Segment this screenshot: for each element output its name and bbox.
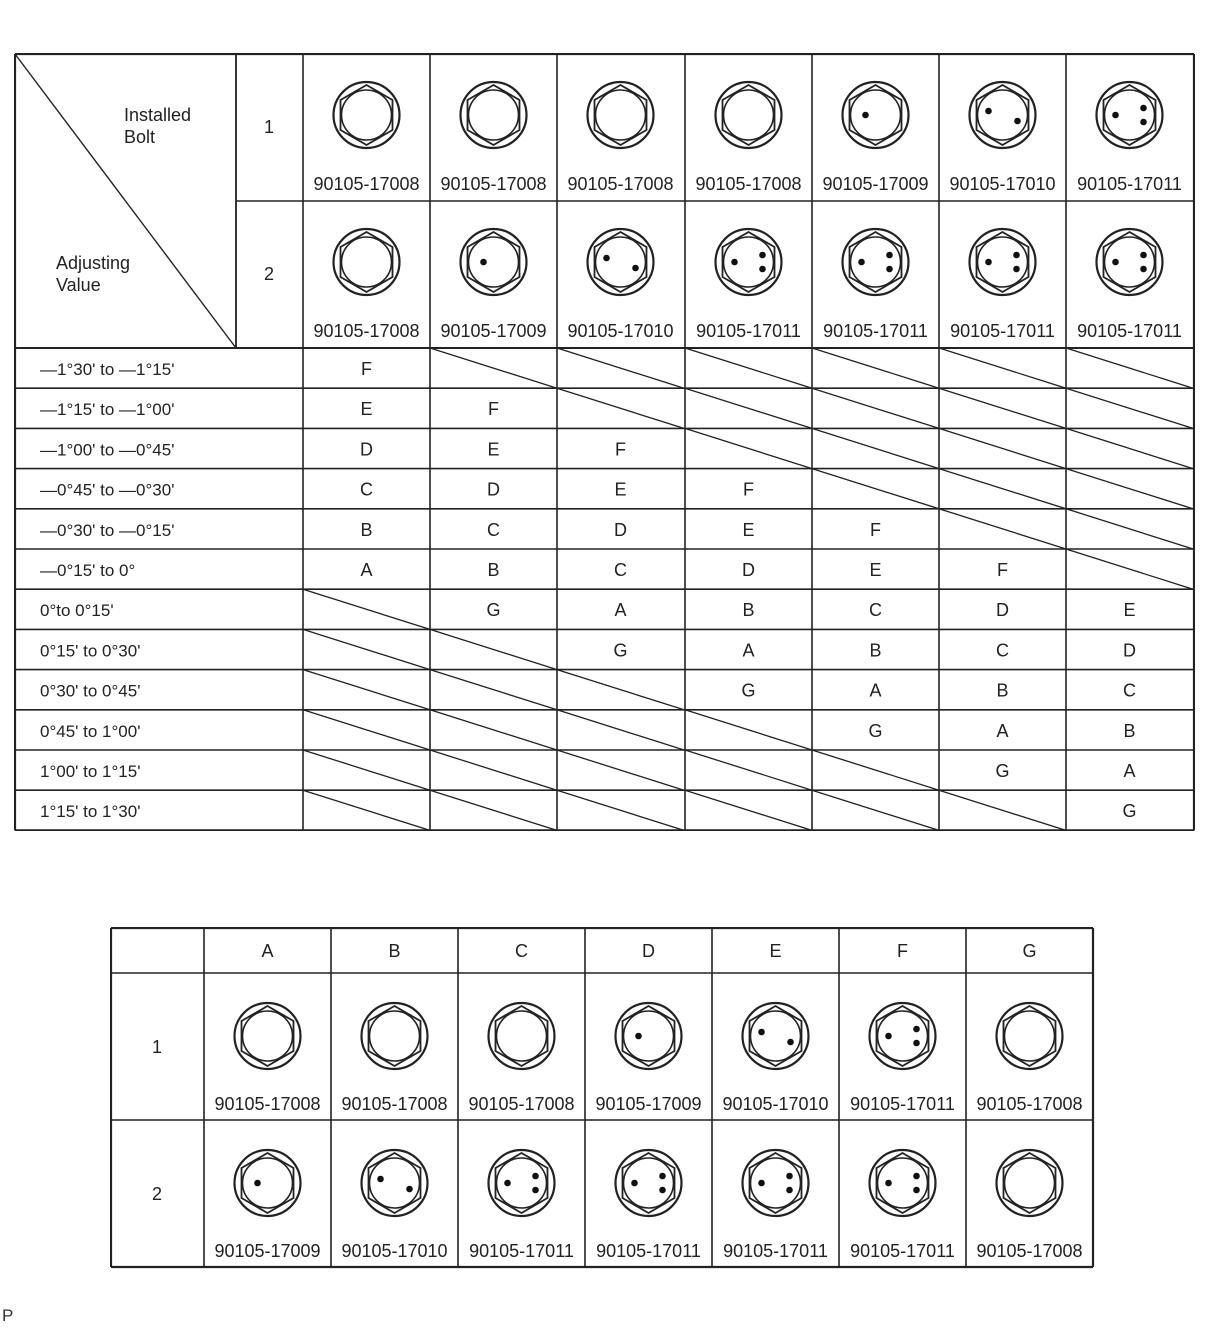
shim-letter: D (360, 439, 373, 460)
legend-part-number: 90105-17011 (850, 1241, 955, 1261)
shim-letter: F (615, 439, 626, 460)
legend-part-number: 90105-17008 (214, 1094, 321, 1114)
shim-letter: F (870, 519, 881, 540)
not-applicable-slash (557, 790, 684, 830)
bolt-head-icon (1097, 82, 1163, 148)
bolt-mark-dot (786, 1173, 793, 1180)
corner-label-installed: Installed (124, 105, 192, 125)
not-applicable-slash (812, 469, 939, 509)
bolt-selection-table (14, 53, 1195, 831)
bolt-hexagon (1004, 1153, 1056, 1213)
bolt-part-number: 90105-17010 (567, 321, 674, 341)
bolt-hexagon (1104, 232, 1156, 292)
bolt-head-icon (843, 82, 909, 148)
bolt-outer-circle (843, 229, 909, 295)
bolt-mark-dot (632, 265, 639, 272)
legend-part-number: 90105-17010 (341, 1241, 448, 1261)
bolt-outer-circle (716, 229, 782, 295)
shim-letter: E (487, 439, 500, 460)
bolt-head-icon (235, 1150, 301, 1216)
bolt-part-number: 90105-17008 (695, 174, 802, 194)
bolt-mark-dot (1013, 266, 1020, 273)
bolt-mark-dot (254, 1180, 261, 1187)
bolt-outer-circle (362, 1003, 428, 1069)
legend-part-number: 90105-17011 (596, 1241, 701, 1261)
bolt-inner-circle (342, 237, 392, 287)
shim-letter: A (1123, 761, 1136, 781)
not-applicable-slash (939, 348, 1066, 388)
bolt-inner-circle (851, 237, 901, 287)
bolt-hexagon (977, 85, 1029, 145)
bolt-part-number: 90105-17011 (823, 321, 928, 341)
not-applicable-slash (557, 750, 684, 790)
bolt-mark-dot (858, 259, 865, 266)
bolt-mark-dot (1014, 118, 1021, 125)
bolt-mark-dot (659, 1187, 666, 1194)
bolt-hexagon (496, 1006, 548, 1066)
bolt-outer-circle (997, 1003, 1063, 1069)
shim-letter: F (997, 560, 1008, 580)
bolt-inner-circle (878, 1158, 928, 1208)
bolt-head-icon (970, 229, 1036, 295)
adjusting-value-range: 0°15' to 0°30' (40, 641, 141, 661)
legend-row-label: 1 (151, 1037, 163, 1057)
bolt-inner-circle (724, 237, 774, 287)
shim-letter: C (996, 640, 1009, 661)
bolt-inner-circle (724, 90, 774, 140)
shim-letter: C (869, 600, 882, 621)
shim-letter: D (1123, 640, 1136, 661)
bolt-mark-dot (985, 108, 992, 115)
bolt-inner-circle (1005, 1011, 1055, 1061)
bolt-inner-circle (851, 90, 901, 140)
legend-letter: A (261, 941, 274, 961)
bolt-mark-dot (532, 1173, 539, 1180)
not-applicable-slash (430, 790, 557, 830)
not-applicable-slash (303, 710, 430, 750)
bolt-inner-circle (624, 1158, 674, 1208)
shim-letter: F (361, 359, 372, 379)
bolt-mark-dot (885, 1180, 892, 1187)
bolt-mark-dot (985, 259, 992, 266)
legend-part-number: 90105-17009 (214, 1241, 321, 1261)
bolt-outer-circle (1097, 82, 1163, 148)
legend-letter: F (897, 941, 908, 961)
bolt-outer-circle (334, 229, 400, 295)
shim-letter: D (996, 600, 1009, 621)
not-applicable-slash (303, 629, 430, 669)
adjusting-value-range: —1°30' to —1°15' (40, 360, 175, 379)
bolt-hexagon (242, 1006, 294, 1066)
legend-letter: B (388, 941, 401, 961)
bolt-hexagon (1104, 85, 1156, 145)
bolt-head-icon (970, 82, 1036, 148)
not-applicable-slash (1066, 549, 1193, 589)
not-applicable-slash (812, 428, 939, 468)
bolt-mark-dot (532, 1187, 539, 1194)
bolt-outer-circle (362, 1150, 428, 1216)
not-applicable-slash (303, 750, 430, 790)
bolt-hexagon (369, 1153, 421, 1213)
bolt-hexagon (496, 1153, 548, 1213)
bolt-hexagon (595, 232, 647, 292)
bolt-mark-dot (377, 1176, 384, 1183)
legend-part-number: 90105-17008 (976, 1241, 1083, 1261)
not-applicable-slash (685, 710, 812, 750)
bolt-part-number: 90105-17008 (313, 321, 420, 341)
not-applicable-slash (1066, 428, 1193, 468)
bolt-outer-circle (743, 1150, 809, 1216)
bolt-mark-dot (913, 1040, 920, 1047)
bolt-mark-dot (635, 1033, 642, 1040)
shim-letter: G (613, 640, 628, 661)
not-applicable-slash (812, 790, 939, 830)
bolt-mark-dot (1140, 252, 1147, 259)
bolt-hexagon (623, 1153, 675, 1213)
bolt-outer-circle (843, 82, 909, 148)
not-applicable-slash (303, 790, 430, 830)
not-applicable-slash (430, 710, 557, 750)
not-applicable-slash (1066, 509, 1193, 549)
bolt-mark-dot (862, 112, 869, 119)
shim-letter: A (742, 640, 755, 661)
shim-letter: C (614, 560, 627, 580)
bolt-hexagon (850, 85, 902, 145)
bolt-inner-circle (596, 90, 646, 140)
bolt-mark-dot (913, 1026, 920, 1033)
not-applicable-slash (939, 428, 1066, 468)
bolt-head-icon (616, 1150, 682, 1216)
bolt-mark-dot (406, 1186, 413, 1193)
not-applicable-slash (430, 750, 557, 790)
bolt-part-number: 90105-17011 (1077, 321, 1182, 341)
not-applicable-slash (685, 388, 812, 428)
not-applicable-slash (939, 790, 1066, 830)
not-applicable-slash (812, 348, 939, 388)
bolt-hexagon (623, 1006, 675, 1066)
shim-letter: B (996, 680, 1009, 701)
legend-part-number: 90105-17008 (341, 1094, 448, 1114)
not-applicable-slash (1066, 388, 1193, 428)
bolt-outer-circle (461, 229, 527, 295)
bolt-hexagon (877, 1153, 929, 1213)
bolt-mark-dot (786, 1187, 793, 1194)
bolt-head-icon (489, 1003, 555, 1069)
bolt-row-label: 2 (263, 264, 275, 284)
bolt-outer-circle (588, 229, 654, 295)
legend-letter: D (642, 941, 655, 961)
legend-row-label: 2 (151, 1184, 163, 1204)
shim-letter: B (742, 600, 755, 621)
not-applicable-slash (812, 750, 939, 790)
bolt-outer-circle (235, 1150, 301, 1216)
bolt-hexagon (723, 232, 775, 292)
bolt-inner-circle (978, 237, 1028, 287)
bolt-mark-dot (913, 1187, 920, 1194)
shim-letter: G (1122, 801, 1137, 822)
bolt-outer-circle (235, 1003, 301, 1069)
bolt-inner-circle (1005, 1158, 1055, 1208)
not-applicable-slash (1066, 469, 1193, 509)
not-applicable-slash (939, 388, 1066, 428)
bolt-head-icon (870, 1003, 936, 1069)
bolt-inner-circle (751, 1158, 801, 1208)
bolt-part-number: 90105-17008 (567, 174, 674, 194)
not-applicable-slash (430, 629, 557, 669)
bolt-part-number: 90105-17008 (313, 174, 420, 194)
not-applicable-slash (430, 348, 557, 388)
bolt-mark-dot (631, 1180, 638, 1187)
legend-letter: E (769, 941, 782, 961)
adjusting-value-range: —1°15' to —1°00' (40, 400, 175, 420)
shim-letter: G (486, 600, 501, 621)
bolt-outer-circle (489, 1003, 555, 1069)
bolt-inner-circle (624, 1011, 674, 1061)
bolt-head-icon (461, 82, 527, 148)
bolt-mark-dot (1013, 252, 1020, 259)
bolt-mark-dot (758, 1180, 765, 1187)
bolt-part-number: 90105-17009 (440, 321, 547, 341)
not-applicable-slash (557, 388, 684, 428)
bolt-mark-dot (480, 259, 487, 266)
bolt-head-icon (743, 1003, 809, 1069)
legend-part-number: 90105-17011 (469, 1241, 574, 1261)
bolt-mark-dot (659, 1173, 666, 1180)
bolt-head-icon (588, 229, 654, 295)
bolt-inner-circle (878, 1011, 928, 1061)
bolt-row-label: 1 (263, 117, 275, 137)
bolt-inner-circle (469, 237, 519, 287)
legend-part-number: 90105-17008 (976, 1094, 1083, 1114)
adjusting-value-range: —0°15' to 0° (40, 561, 136, 580)
shim-letter: G (741, 680, 756, 701)
bolt-head-icon (334, 229, 400, 295)
adjusting-value-range: 0°to 0°15' (40, 601, 114, 621)
corner-label-value: Value (56, 275, 101, 295)
not-applicable-slash (303, 589, 430, 629)
not-applicable-slash (557, 670, 684, 710)
corner-label-adjusting: Adjusting (56, 253, 131, 273)
bolt-inner-circle (469, 90, 519, 140)
bolt-hexagon (877, 1006, 929, 1066)
bolt-head-icon (743, 1150, 809, 1216)
not-applicable-slash (939, 469, 1066, 509)
bolt-mark-dot (886, 266, 893, 273)
bolt-outer-circle (616, 1150, 682, 1216)
bolt-inner-circle (497, 1011, 547, 1061)
legend-letter: C (515, 941, 528, 961)
bolt-mark-dot (1112, 259, 1119, 266)
not-applicable-slash (685, 348, 812, 388)
bolt-hexagon (341, 232, 393, 292)
footer-code: P (2, 1306, 14, 1325)
bolt-outer-circle (334, 82, 400, 148)
shim-letter: B (1123, 720, 1136, 741)
bolt-mark-dot (1140, 266, 1147, 273)
bolt-mark-dot (758, 1029, 765, 1036)
not-applicable-slash (303, 670, 430, 710)
bolt-part-number: 90105-17010 (949, 174, 1056, 194)
not-applicable-slash (939, 509, 1066, 549)
bolt-mark-dot (787, 1039, 794, 1046)
shim-letter: C (1123, 680, 1136, 701)
bolt-outer-circle (870, 1150, 936, 1216)
bolt-head-icon (489, 1150, 555, 1216)
shim-letter: E (1123, 600, 1136, 621)
bolt-head-icon (461, 229, 527, 295)
bolt-hexagon (595, 85, 647, 145)
shim-letter: G (868, 720, 883, 741)
shim-letter: G (995, 761, 1010, 781)
bolt-inner-circle (497, 1158, 547, 1208)
not-applicable-slash (685, 428, 812, 468)
bolt-mark-dot (1112, 112, 1119, 119)
bolt-mark-dot (913, 1173, 920, 1180)
legend-part-number: 90105-17009 (595, 1094, 702, 1114)
bolt-head-icon (334, 82, 400, 148)
shim-letter: D (487, 479, 500, 500)
bolt-part-number: 90105-17011 (1077, 174, 1182, 194)
shim-letter: B (487, 560, 500, 580)
bolt-inner-circle (1105, 237, 1155, 287)
shim-letter: E (742, 519, 755, 540)
adjusting-value-range: 0°30' to 0°45' (40, 681, 141, 701)
bolt-outer-circle (743, 1003, 809, 1069)
bolt-outer-circle (588, 82, 654, 148)
shim-letter: E (614, 479, 627, 500)
shim-letter: F (743, 479, 754, 500)
bolt-hexagon (850, 232, 902, 292)
bolt-head-icon (716, 82, 782, 148)
not-applicable-slash (685, 790, 812, 830)
bolt-hexagon (242, 1153, 294, 1213)
shim-letter: B (869, 640, 882, 661)
adjusting-value-range: —1°00' to —0°45' (40, 440, 175, 460)
bolt-head-icon (997, 1150, 1063, 1216)
adjusting-value-range: —0°45' to —0°30' (40, 480, 175, 500)
not-applicable-slash (685, 750, 812, 790)
bolt-inner-circle (751, 1011, 801, 1061)
adjusting-value-range: 1°15' to 1°30' (40, 802, 141, 822)
bolt-mark-dot (603, 255, 610, 262)
bolt-head-icon (235, 1003, 301, 1069)
corner-diagonal (15, 54, 236, 348)
bolt-legend-table (110, 927, 1097, 1270)
shim-letter: A (996, 720, 1009, 741)
bolt-hexagon (723, 85, 775, 145)
corner-label-bolt: Bolt (124, 127, 156, 147)
bolt-part-number: 90105-17011 (950, 321, 1055, 341)
shim-letter: B (360, 519, 373, 540)
bolt-inner-circle (1105, 90, 1155, 140)
bolt-mark-dot (759, 252, 766, 259)
legend-part-number: 90105-17011 (850, 1094, 955, 1114)
bolt-head-icon (616, 1003, 682, 1069)
shim-letter: A (614, 600, 627, 621)
bolt-outer-circle (716, 82, 782, 148)
shim-letter: D (742, 560, 755, 580)
bolt-hexagon (750, 1153, 802, 1213)
bolt-inner-circle (243, 1158, 293, 1208)
bolt-hexagon (369, 1006, 421, 1066)
not-applicable-slash (557, 348, 684, 388)
bolt-head-icon (997, 1003, 1063, 1069)
bolt-inner-circle (243, 1011, 293, 1061)
adjusting-value-range: 0°45' to 1°00' (40, 721, 141, 741)
shim-letter: C (487, 519, 500, 540)
bolt-outer-circle (461, 82, 527, 148)
bolt-head-icon (362, 1150, 428, 1216)
adjusting-value-range: —0°30' to —0°15' (40, 520, 175, 540)
bolt-inner-circle (978, 90, 1028, 140)
bolt-outer-circle (970, 229, 1036, 295)
bolt-hexagon (341, 85, 393, 145)
bolt-outer-circle (997, 1150, 1063, 1216)
bolt-head-icon (1097, 229, 1163, 295)
bolt-head-icon (843, 229, 909, 295)
shim-letter: F (488, 399, 499, 420)
bolt-hexagon (750, 1006, 802, 1066)
legend-part-number: 90105-17010 (722, 1094, 829, 1114)
bolt-hexagon (468, 232, 520, 292)
shim-letter: A (360, 560, 373, 580)
bolt-inner-circle (596, 237, 646, 287)
bolt-outer-circle (616, 1003, 682, 1069)
shim-letter: E (360, 399, 373, 420)
bolt-inner-circle (342, 90, 392, 140)
bolt-hexagon (468, 85, 520, 145)
bolt-outer-circle (1097, 229, 1163, 295)
shim-letter: C (360, 479, 373, 500)
bolt-mark-dot (885, 1033, 892, 1040)
bolt-head-icon (870, 1150, 936, 1216)
bolt-head-icon (716, 229, 782, 295)
legend-part-number: 90105-17008 (468, 1094, 575, 1114)
not-applicable-slash (557, 710, 684, 750)
bolt-outer-circle (489, 1150, 555, 1216)
bolt-hexagon (977, 232, 1029, 292)
bolt-part-number: 90105-17011 (696, 321, 801, 341)
shim-letter: E (869, 560, 882, 580)
bolt-outer-circle (870, 1003, 936, 1069)
bolt-hexagon (1004, 1006, 1056, 1066)
bolt-mark-dot (759, 266, 766, 273)
legend-part-number: 90105-17011 (723, 1241, 828, 1261)
adjusting-value-range: 1°00' to 1°15' (40, 762, 141, 781)
bolt-inner-circle (370, 1011, 420, 1061)
not-applicable-slash (1066, 348, 1193, 388)
legend-letter: G (1022, 941, 1037, 961)
shim-letter: A (869, 680, 882, 701)
bolt-part-number: 90105-17009 (822, 174, 929, 194)
bolt-mark-dot (731, 259, 738, 266)
not-applicable-slash (812, 388, 939, 428)
bolt-head-icon (362, 1003, 428, 1069)
shim-letter: D (614, 519, 627, 540)
bolt-head-icon (588, 82, 654, 148)
bolt-outer-circle (970, 82, 1036, 148)
bolt-mark-dot (1140, 105, 1147, 112)
not-applicable-slash (430, 670, 557, 710)
bolt-inner-circle (370, 1158, 420, 1208)
bolt-mark-dot (886, 252, 893, 259)
bolt-mark-dot (504, 1180, 511, 1187)
bolt-part-number: 90105-17008 (440, 174, 547, 194)
bolt-mark-dot (1140, 119, 1147, 126)
